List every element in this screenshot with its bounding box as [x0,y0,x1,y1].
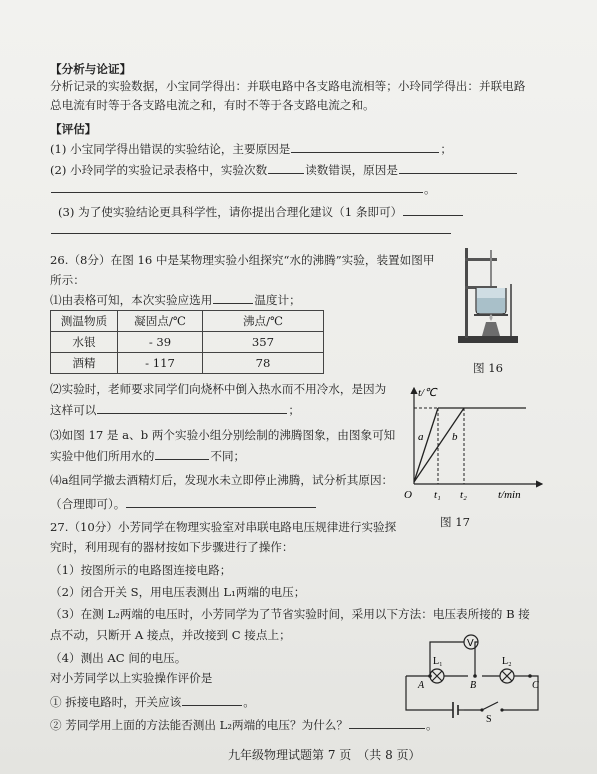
question-text: 读数错误，原因是 [305,163,398,177]
question-1 [50,141,452,156]
table-cell: - 39 [118,332,203,353]
answer-blank[interactable] [403,204,463,216]
answer-blank[interactable] [51,181,423,193]
answer-blank[interactable] [291,141,439,153]
x-axis-label: t/min [498,489,521,501]
boiling-apparatus-figure [452,244,522,346]
table-cell: 水银 [51,332,118,353]
q26-part4-cont [50,496,317,511]
answer-blank[interactable] [51,222,451,234]
punct: 。 [425,718,438,732]
q26-part3: ⑶如图 17 是 a、b 两个实验小组分别绘制的沸腾图象，由图象可知 [50,428,396,442]
temperature-table [50,310,324,374]
table-header-row [51,311,324,332]
table-header: 凝固点/℃ [118,311,203,332]
step-1: （1）按图所示的电路图连接电路； [50,563,232,577]
text-line: 究时，利用现有的器材按如下步骤进行了操作： [50,540,294,554]
page-footer: 九年级物理试题第 7 页 （共 8 页） [228,748,421,762]
question-2 [50,162,518,177]
punct: ； [288,403,300,417]
question-text: 不同； [210,449,246,463]
table-header: 沸点/℃ [203,311,324,332]
heading-analysis: 【分析与论证】 [50,62,132,76]
l1-label: L₁ [433,656,443,667]
q26-part2: ⑵实验时，老师要求同学们向烧杯中倒入热水而不用冷水，是因为 [50,382,387,396]
table-cell: 78 [203,353,324,374]
eval-2 [50,717,438,732]
table-header: 测温物质 [51,311,118,332]
answer-line [50,222,452,237]
series-b-label: b [452,431,458,443]
point-c-label: C [532,680,539,691]
table-row [51,353,324,374]
t2-label: t₂ [460,489,467,501]
origin-label: O [404,489,412,501]
step-4: （4）测出 AC 间的电压。 [50,651,187,665]
punct: 。 [243,695,255,709]
q26-title: 26.（8分）在图 16 中是某物理实验小组探究“水的沸腾”实验，装置如图甲 [50,253,435,267]
question-3 [58,204,464,219]
answer-blank[interactable] [268,162,304,174]
question-text: 实验中他们所用水的 [50,449,155,463]
answer-blank[interactable] [213,292,253,304]
wire [406,676,453,710]
table-cell: 357 [203,332,324,353]
heading-evaluation: 【评估】 [50,122,97,136]
battery [453,702,458,718]
question-text: (3) 为了使实验结论更具科学性，请你提出合理化建议（1 条即可） [58,205,403,219]
y-axis-label: t/℃ [418,387,437,399]
table-cell: 酒精 [51,353,118,374]
answer-blank[interactable] [155,448,209,460]
figure-17-caption: 图 17 [440,515,471,529]
text-line: 对小芳同学以上实验操作评价是 [50,671,213,685]
l2-label: L₂ [502,656,512,667]
point-a-label: A [418,680,425,691]
text-line: 总电流有时等于各支路电流之和，有时不等于各支路电流之和。 [50,98,375,112]
table-cell: - 117 [118,353,203,374]
question-text: (2) 小玲同学的实验记录表格中，实验次数 [50,163,268,177]
question-text: （合理即可）。 [50,497,126,511]
switch [482,702,498,710]
line-a [414,408,438,482]
question-2-cont [50,181,436,196]
punct: ； [440,142,452,156]
line-b [414,408,464,482]
switch-label: S [486,714,492,722]
q26-part3-cont [50,448,245,463]
text-line: 所示： [50,273,85,287]
circuit-diagram [398,626,550,722]
q26-part2-cont [50,402,300,417]
q27-title: 27.（10分）小芳同学在物理实验室对串联电路电压规律进行实验探 [50,520,397,534]
answer-blank[interactable] [399,162,517,174]
step-3: （3）在测 L₂两端的电压时，小芳同学为了节省实验时间，采用以下方法：电压表所接的 B 接 [50,607,530,621]
series-a-label: a [418,431,424,443]
point-b-label: B [470,680,477,691]
t1-label: t₁ [434,489,441,501]
answer-blank[interactable] [126,496,316,508]
table-row [51,332,324,353]
boiling-graph-figure [400,382,550,504]
text-line: 分析记录的实验数据，小宝同学得出：并联电路中各支路电流相等；小玲同学得出：并联电路 [50,79,526,93]
q26-part4: ⑷a组同学撤去酒精灯后，发现水未立即停止沸腾，试分析其原因： [50,473,394,487]
answer-blank[interactable] [97,402,287,414]
q26-part1 [50,292,301,307]
question-text: ② 芳同学用上面的方法能否测出 L₂两端的电压？为什么？ [50,718,348,732]
step-3-cont: 点不动，只断开 A 接点，并改接到 C 接点上； [50,628,291,642]
question-text: 温度计； [254,293,301,307]
punct: 。 [424,182,436,196]
question-text: ⑴由表格可知，本次实验应选用 [50,293,213,307]
figure-16-caption: 图 16 [473,361,504,375]
voltmeter-label: V [467,638,474,649]
question-text: ① 拆接电路时，开关应该 [50,695,182,709]
answer-blank[interactable] [182,694,242,706]
question-text: 这样可以 [50,403,97,417]
step-2: （2）闭合开关 S，用电压表测出 L₁两端的电压； [50,585,306,599]
eval-1 [50,694,255,709]
question-text: (1) 小宝同学得出错误的实验结论，主要原因是 [50,142,291,156]
